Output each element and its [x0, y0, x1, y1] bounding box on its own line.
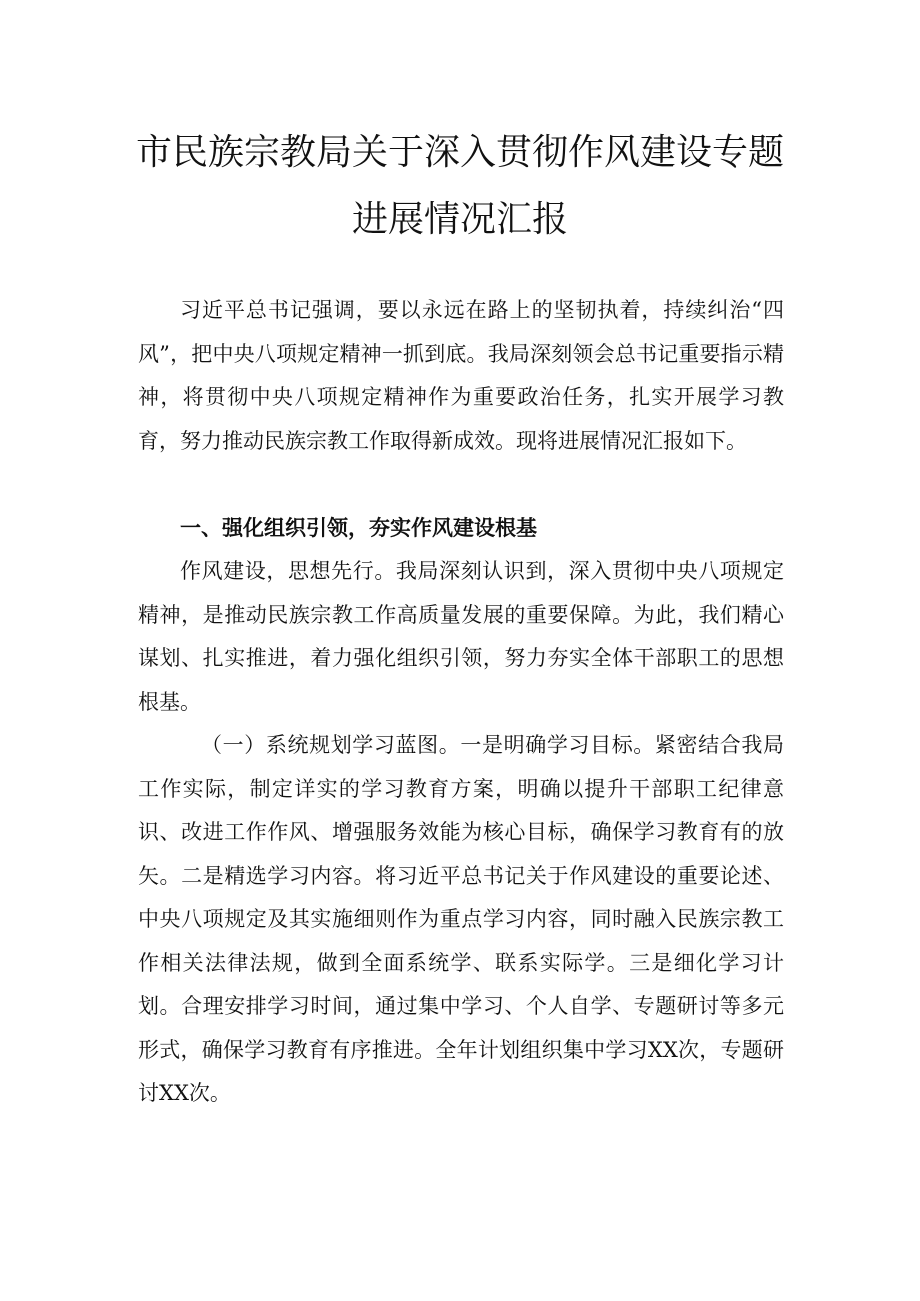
intro-paragraph: 习近平总书记强调，要以永远在路上的坚韧执着，持续纠治“四风”，把中央八项规定精神一抓到底。我局深刻领会总书记重要指示精神，将贯彻中央八项规定精神作为重要政治任务，扎实开展学习教育，努力推动民族宗教工作取得新成效。现将进展情况汇报如下。	[138, 298, 784, 453]
subsection-1-paragraph: （一）系统规划学习蓝图。一是明确学习目标。紧密结合我局工作实际，制定详实的学习教育方案，明确以提升干部职工纪律意识、改进工作作风、增强服务效能为核心目标，确保学习教育有的放矢。二是精选学习内容。将习近平总书记关于作风建设的重要论述、中央八项规定及其实施细则作为重点学习内容，同时融入民族宗教工作相关法律法规，做到全面系统学、联系实际学。三是细化学习计划。合理安排学习时间，通过集中学习、个人自学、专题研讨等多元形式，确保学习教育有序推进。全年计划组织集中学习XX次，专题研讨XX次。	[138, 733, 784, 1105]
document-title-line-1: 市民族宗教局关于深入贯彻作风建设专题	[135, 132, 784, 173]
section-1-paragraph: 作风建设，思想先行。我局深刻认识到，深入贯彻中央八项规定精神，是推动民族宗教工作高质量发展的重要保障。为此，我们精心谋划、扎实推进，着力强化组织引领，努力夯实全体干部职工的思想根基。	[138, 559, 784, 714]
section-heading-1: 一、强化组织引领，夯实作风建设根基	[180, 516, 537, 540]
document-title-line-2: 进展情况汇报	[351, 199, 568, 240]
